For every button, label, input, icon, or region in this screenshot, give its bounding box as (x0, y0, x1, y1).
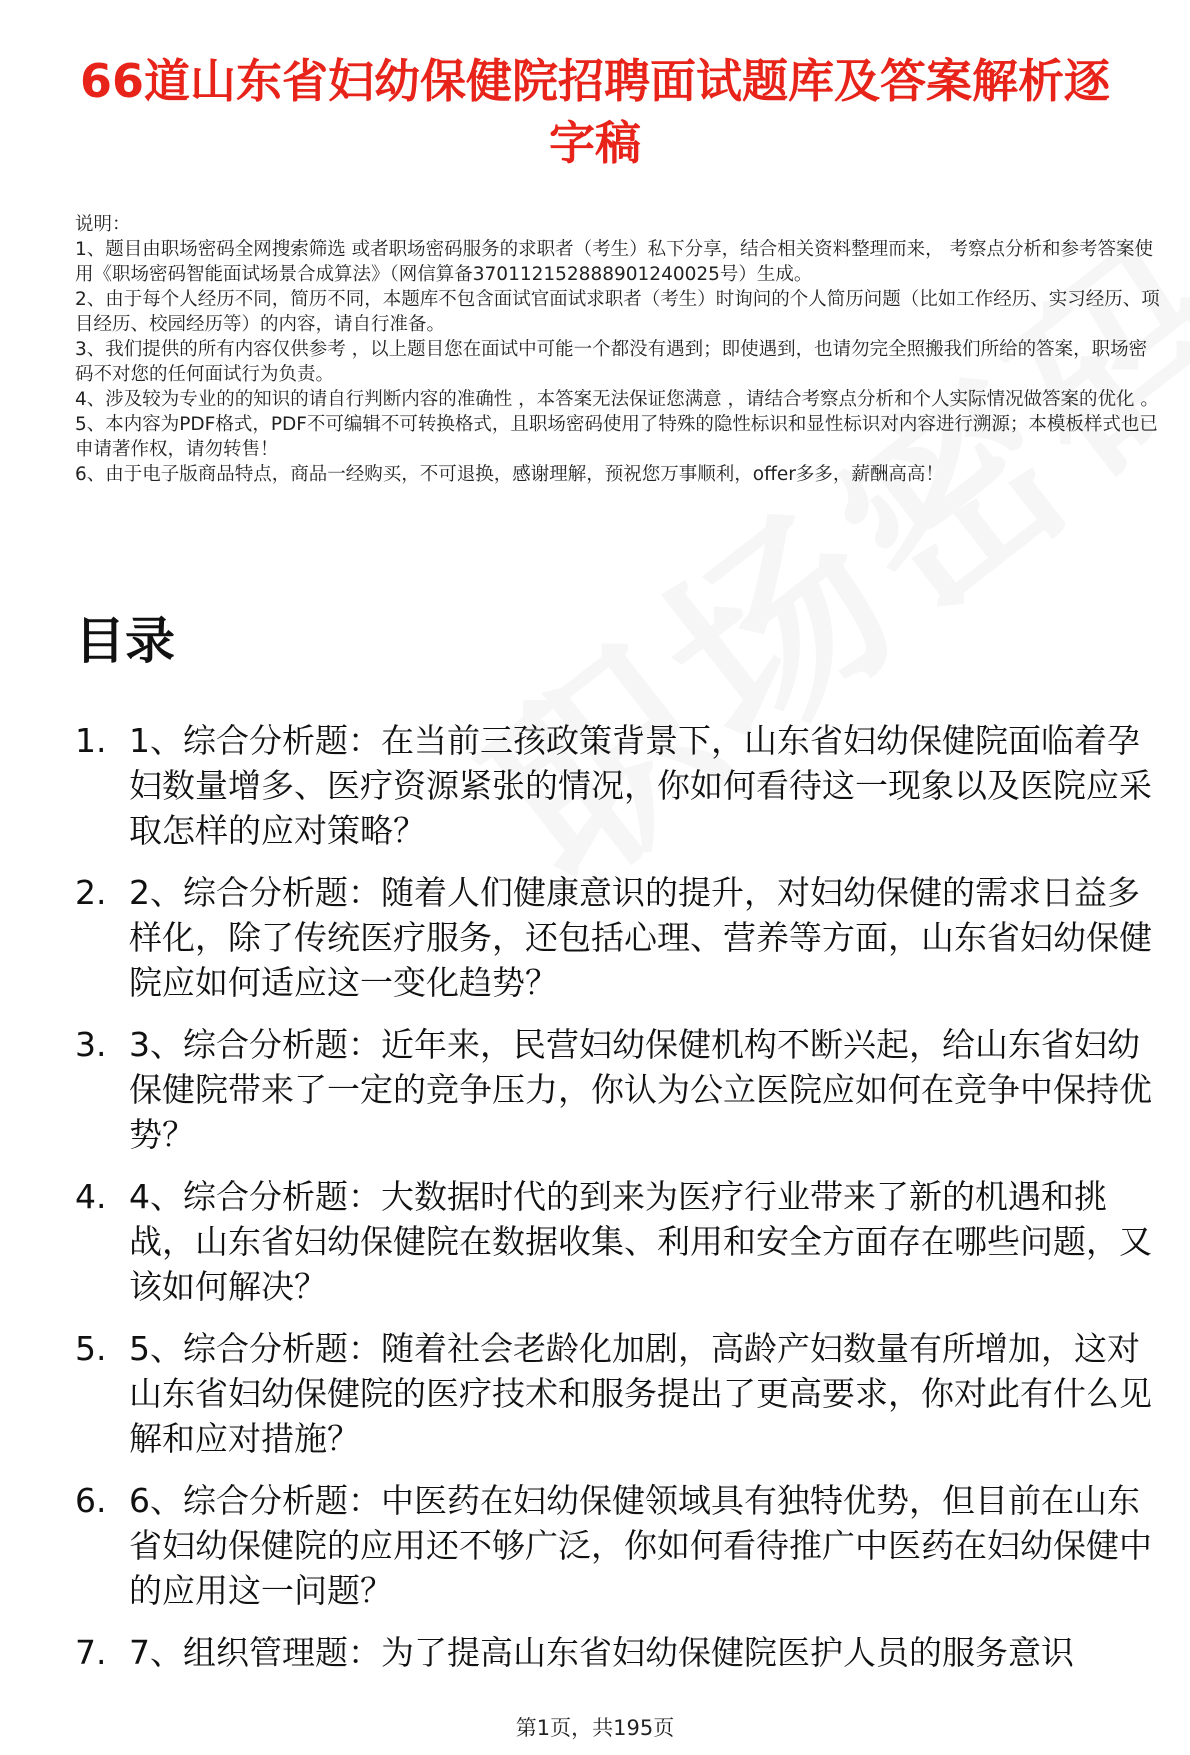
toc-heading: 目录 (75, 612, 175, 670)
note-item: 3、我们提供的所有内容仅供参考 ，以上题目您在面试中可能一个都没有遇到；即使遇到，也请勿完全照搬我们所给的答案，职场密码不对您的任何面试行为负责。 (75, 339, 1148, 385)
toc-item[interactable] (75, 1630, 1170, 1675)
toc-item[interactable] (75, 718, 1170, 853)
note-item: 6、由于电子版商品特点，商品一经购买，不可退换，感谢理解，预祝您万事顺利，offer多多，薪酬高高！ (75, 464, 944, 485)
toc-list (75, 718, 1170, 1692)
toc-item-text[interactable]: 1、综合分析题：在当前三孩政策背景下，山东省妇幼保健院面临着孕妇数量增多、医疗资源紧张的情况，你如何看待这一现象以及医院应采取怎样的应对策略？ (129, 721, 1152, 850)
toc-item-number: 4. (75, 1177, 107, 1216)
notes-heading: 说明： (75, 214, 131, 235)
page-number: 第1页，共195页 (515, 1716, 675, 1740)
toc-item-text[interactable]: 7、组织管理题：为了提高山东省妇幼保健院医护人员的服务意识 (129, 1633, 1074, 1672)
toc-item-number: 6. (75, 1481, 107, 1520)
notes-section (75, 212, 1165, 487)
toc-item[interactable] (75, 1478, 1170, 1613)
note-item: 2、由于每个人经历不同，简历不同，本题库不包含面试官面试求职者（考生）时询问的个人简历问题（比如工作经历、实习经历、项目经历、校园经历等）的内容，请自行准备。 (75, 289, 1160, 335)
note-item: 5、本内容为PDF格式，PDF不可编辑不可转换格式，且职场密码使用了特殊的隐性标识和显性标识对内容进行溯源；本模板样式也已申请著作权，请勿转售！ (75, 414, 1158, 460)
toc-item-number: 1. (75, 721, 107, 760)
toc-item-text[interactable]: 4、综合分析题：大数据时代的到来为医疗行业带来了新的机遇和挑战，山东省妇幼保健院在数据收集、利用和安全方面存在哪些问题，又该如何解决？ (129, 1177, 1152, 1306)
toc-item[interactable] (75, 1174, 1170, 1309)
document-title: 66道山东省妇幼保健院招聘面试题库及答案解析逐字稿 (79, 54, 1110, 170)
toc-item-text[interactable]: 3、综合分析题：近年来，民营妇幼保健机构不断兴起，给山东省妇幼保健院带来了一定的竞争压力，你认为公立医院应如何在竞争中保持优势？ (129, 1025, 1152, 1154)
toc-item-text[interactable]: 6、综合分析题：中医药在妇幼保健领域具有独特优势，但目前在山东省妇幼保健院的应用还不够广泛，你如何看待推广中医药在妇幼保健中的应用这一问题？ (129, 1481, 1152, 1610)
toc-item-text[interactable]: 5、综合分析题：随着社会老龄化加剧，高龄产妇数量有所增加，这对山东省妇幼保健院的医疗技术和服务提出了更高要求，你对此有什么见解和应对措施？ (129, 1329, 1152, 1458)
toc-item-text[interactable]: 2、综合分析题：随着人们健康意识的提升，对妇幼保健的需求日益多样化，除了传统医疗服务，还包括心理、营养等方面，山东省妇幼保健院应如何适应这一变化趋势？ (129, 873, 1152, 1002)
toc-item-number: 3. (75, 1025, 107, 1064)
toc-item-number: 5. (75, 1329, 107, 1368)
note-item: 4、涉及较为专业的的知识的请自行判断内容的准确性 ，本答案无法保证您满意 ，请结合考察点分析和个人实际情况做答案的优化 。 (75, 389, 1159, 410)
toc-item[interactable] (75, 870, 1170, 1005)
toc-item[interactable] (75, 1022, 1170, 1157)
toc-item-number: 7. (75, 1633, 107, 1672)
toc-item[interactable] (75, 1326, 1170, 1461)
note-item: 1、题目由职场密码全网搜索筛选 或者职场密码服务的求职者（考生）私下分享，结合相关资料整理而来， 考察点分析和参考答案使用《职场密码智能面试场景合成算法》（网信算备370112152888901240025号）生成。 (75, 239, 1154, 285)
toc-item-number: 2. (75, 873, 107, 912)
